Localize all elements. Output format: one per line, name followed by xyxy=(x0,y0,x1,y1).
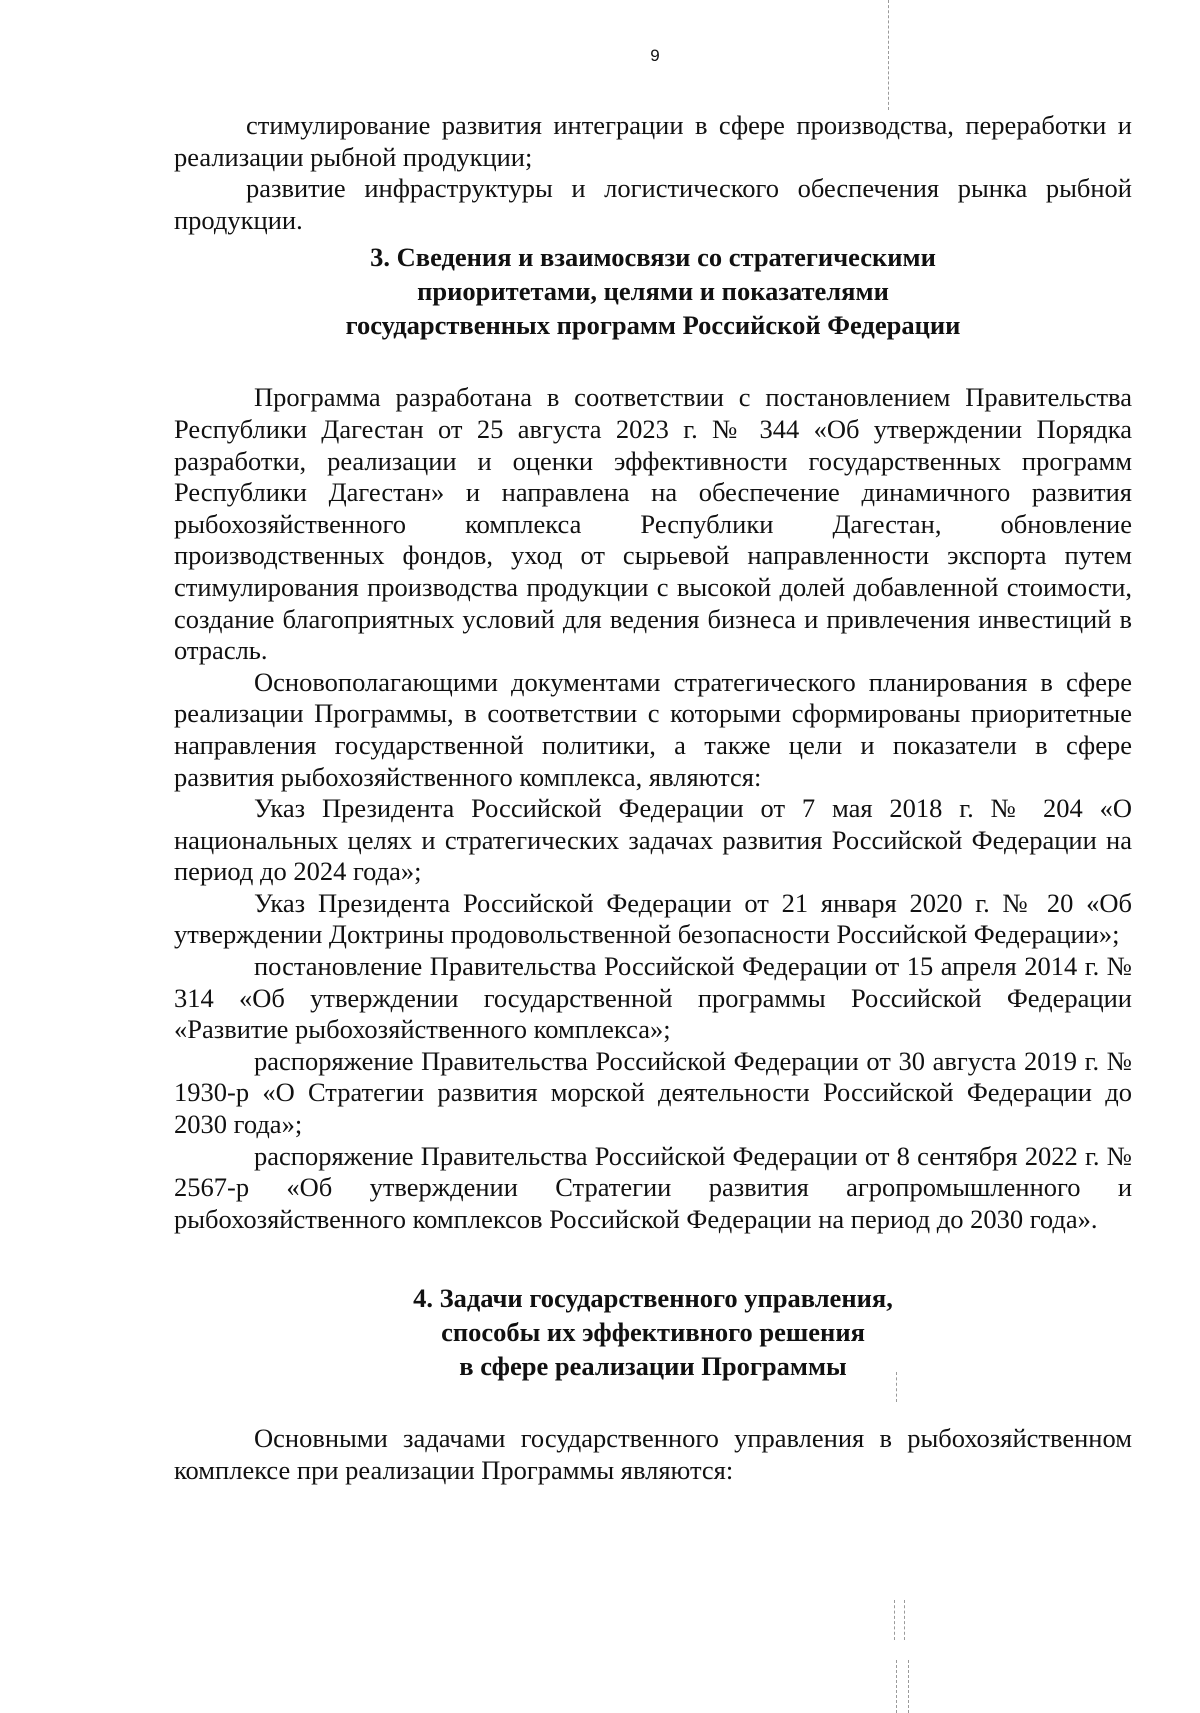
scan-artifact-line xyxy=(904,1600,905,1640)
paragraph-order-1930: распоряжение Правительства Российской Федерации от 30 августа 2019 г. № 1930-р «О Стратегии развития морской деятельности Российской Федерации до 2030 года»; xyxy=(174,1045,1132,1140)
section-4-heading-line: способы их эффективного решения xyxy=(441,1317,865,1348)
section-3-heading-line: приоритетами, целями и показателями xyxy=(417,276,889,307)
page-number: 9 xyxy=(650,46,660,65)
paragraph-order-2567: распоряжение Правительства Российской Федерации от 8 сентября 2022 г. № 2567-р «Об утверждении Стратегии развития агропромышленного и рыбохозяйственного комплексов Российской Федерации на период до 2030 года». xyxy=(174,1140,1132,1234)
scan-artifact-line xyxy=(894,1600,895,1640)
section-3-heading-line: 3. Сведения и взаимосвязи со стратегическими xyxy=(370,242,936,273)
section-4-heading-line: в сфере реализации Программы xyxy=(459,1351,847,1382)
paragraph-integration: стимулирование развития интеграции в сфере производства, переработки и реализации рыбной продукции; xyxy=(174,110,1132,172)
paragraph-decree-204: Указ Президента Российской Федерации от 7 мая 2018 г. № 204 «О национальных целях и стратегических задачах развития Российской Федерации на период до 2024 года»; xyxy=(174,793,1132,887)
paragraph-strategic-documents: Основополагающими документами стратегического планирования в сфере реализации Программы, в соответствии с которыми сформированы приоритетные направления государственной политики, а также цели и показатели в сфере развития рыбохозяйственного комплекса, являются: xyxy=(174,666,1132,792)
scan-artifact-line xyxy=(888,0,889,110)
scan-artifact-line xyxy=(896,1372,897,1402)
section-4-heading xyxy=(174,1281,1132,1383)
scan-artifact-line xyxy=(908,1660,909,1713)
paragraph-resolution-314: постановление Правительства Российской Федерации от 15 апреля 2014 г. № 314 «Об утверждении государственной программы Российской Федерации «Развитие рыбохозяйственного комплекса»; xyxy=(174,951,1132,1045)
paragraph-infrastructure: развитие инфраструктуры и логистического обеспечения рынка рыбной продукции. xyxy=(174,173,1132,235)
paragraph-decree-20: Указ Президента Российской Федерации от 21 января 2020 г. № 20 «Об утверждении Доктрины продовольственной безопасности Российской Федерации»; xyxy=(174,887,1132,950)
paragraph-main-tasks: Основными задачами государственного управления в рыбохозяйственном комплексе при реализации Программы являются: xyxy=(174,1423,1132,1485)
section-4-heading-line: 4. Задачи государственного управления, xyxy=(413,1283,893,1314)
scan-artifact-line xyxy=(896,1660,897,1713)
document-body xyxy=(174,110,1132,1487)
section-3-heading-line: государственных программ Российской Федерации xyxy=(345,310,961,341)
section-3-heading xyxy=(174,240,1132,342)
paragraph-program-basis: Программа разработана в соответствии с постановлением Правительства Республики Дагестан от 25 августа 2023 г. № 344 «Об утверждении Порядка разработки, реализации и оценки эффективности государственных программ Республики Дагестан» и направлена на обеспечение динамичного развития рыбохозяйственного комплекса Республики Дагестан, обновление производственных фондов, уход от сырьевой направленности экспорта путем стимулирования производства продукции с высокой долей добавленной стоимости, создание благоприятных условий для ведения бизнеса и привлечения инвестиций в отрасль. xyxy=(174,382,1132,666)
